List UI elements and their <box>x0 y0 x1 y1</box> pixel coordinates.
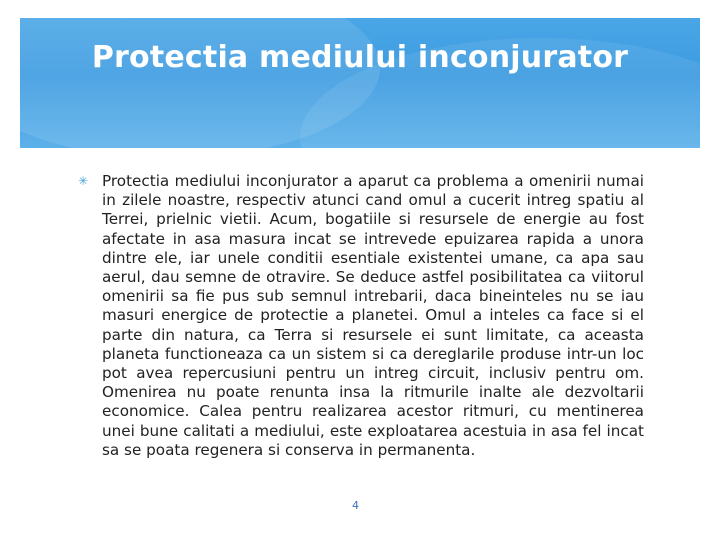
bullet-item <box>78 172 644 460</box>
title-banner <box>20 18 700 148</box>
slide-content <box>78 172 644 460</box>
slide-title: Protectia mediului inconjurator <box>91 40 629 75</box>
bullet-paragraph: Protectia mediului inconjurator a aparut ca problema a omenirii numai in zilele noastre, respectiv atunci cand omul a cucerit intreg spatiu al Terrei, prielnic vietii. Acum, bogatiile si resursele de energie au fost afectate in asa masura incat se intrevede epuizarea rapida a unora dintre ele, iar unele conditii esentiale existentei umane, ca apa sau aerul, dau semne de otravire. Se deduce astfel posibilitatea ca viitorul omenirii sa fie pus sub semnul intrebarii, daca bineinteles nu se iau masuri energice de protectie a planetei. Omul a inteles ca face si el parte din natura, ca Terra si resursele ei sunt limitate, ca aceasta planeta functioneaza ca un sistem si ca dereglarile produse intr-un loc pot avea repercusiuni pentru un intreg circuit, inclusiv pentru om. Omenirea nu poate renunta insa la ritmurile inalte ale dezvoltarii economice. Calea pentru realizarea acestor ritmuri, cu mentinerea unei bune calitati a mediului, este exploatarea acestuia in asa fel incat sa se poata regenera si conserva in permanenta. <box>102 172 644 459</box>
asterisk-icon: ✳ <box>78 174 89 188</box>
page-number: 4 <box>352 499 359 512</box>
